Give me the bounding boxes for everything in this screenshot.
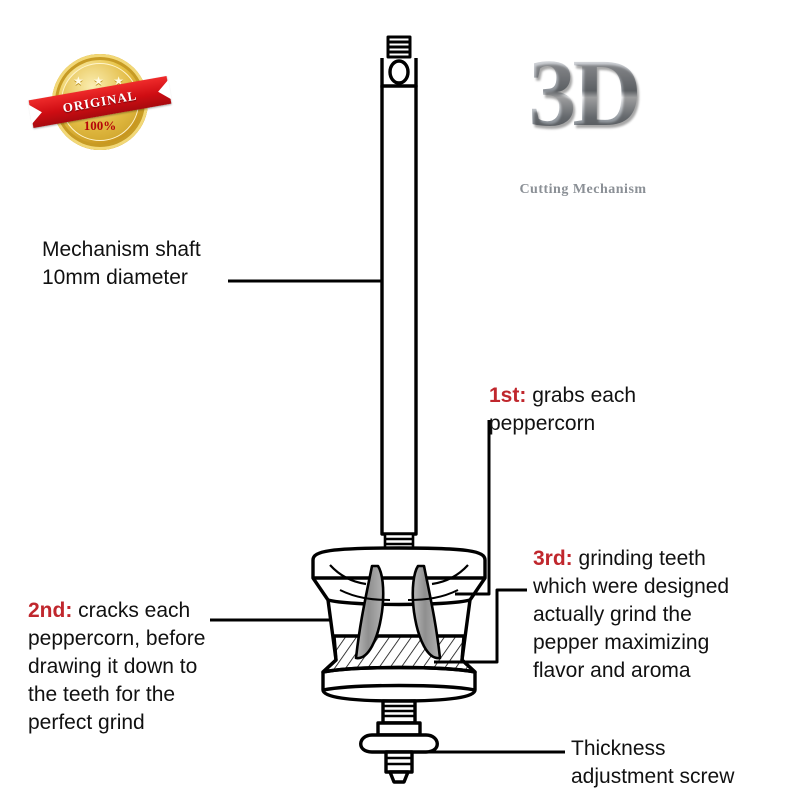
annotation-second-step bbox=[28, 597, 278, 737]
wing-nut bbox=[361, 735, 438, 782]
seal-stars: ★ ★ ★ bbox=[73, 74, 127, 88]
annotation-first-prefix: 1st: bbox=[489, 384, 527, 407]
annotation-screw-line1: Thickness bbox=[571, 737, 666, 760]
annotation-second-line4: the teeth for the bbox=[28, 683, 176, 706]
annotation-first-line1: grabs each bbox=[532, 384, 637, 407]
ribbon-label: ORIGINAL bbox=[61, 87, 139, 116]
annotation-first-line2: peppercorn bbox=[489, 412, 596, 435]
annotation-first-step bbox=[489, 382, 739, 438]
annotation-second-line5: perfect grind bbox=[28, 711, 145, 734]
annotation-shaft bbox=[42, 236, 302, 292]
annotation-third-line4: pepper maximizing bbox=[533, 631, 710, 654]
threaded-top bbox=[388, 37, 410, 57]
seal-percent-label: 100% bbox=[83, 118, 117, 133]
annotation-third-prefix: 3rd: bbox=[533, 547, 573, 570]
annotation-third-step bbox=[533, 545, 793, 685]
annotation-third-line1: grinding teeth bbox=[578, 547, 706, 570]
adjustment-screw bbox=[378, 701, 420, 735]
cone-housing bbox=[313, 548, 485, 701]
logo-text: 3D bbox=[488, 38, 678, 148]
annotation-shaft-line2: 10mm diameter bbox=[42, 266, 188, 289]
annotation-adjustment-screw bbox=[571, 735, 791, 791]
annotation-screw-line2: adjustment screw bbox=[571, 765, 735, 788]
annotation-third-line3: actually grind the bbox=[533, 603, 692, 626]
logo-caption: Cutting Mechanism bbox=[519, 182, 647, 197]
shaft bbox=[382, 86, 416, 534]
annotation-second-line1: cracks each bbox=[78, 599, 191, 622]
annotation-second-line3: drawing it down to bbox=[28, 655, 198, 678]
annotation-shaft-line1: Mechanism shaft bbox=[42, 238, 201, 261]
annotation-third-line2: which were designed bbox=[533, 575, 730, 598]
annotation-second-line2: peppercorn, before bbox=[28, 627, 206, 650]
annotation-second-prefix: 2nd: bbox=[28, 599, 73, 622]
annotation-third-line5: flavor and aroma bbox=[533, 659, 691, 682]
